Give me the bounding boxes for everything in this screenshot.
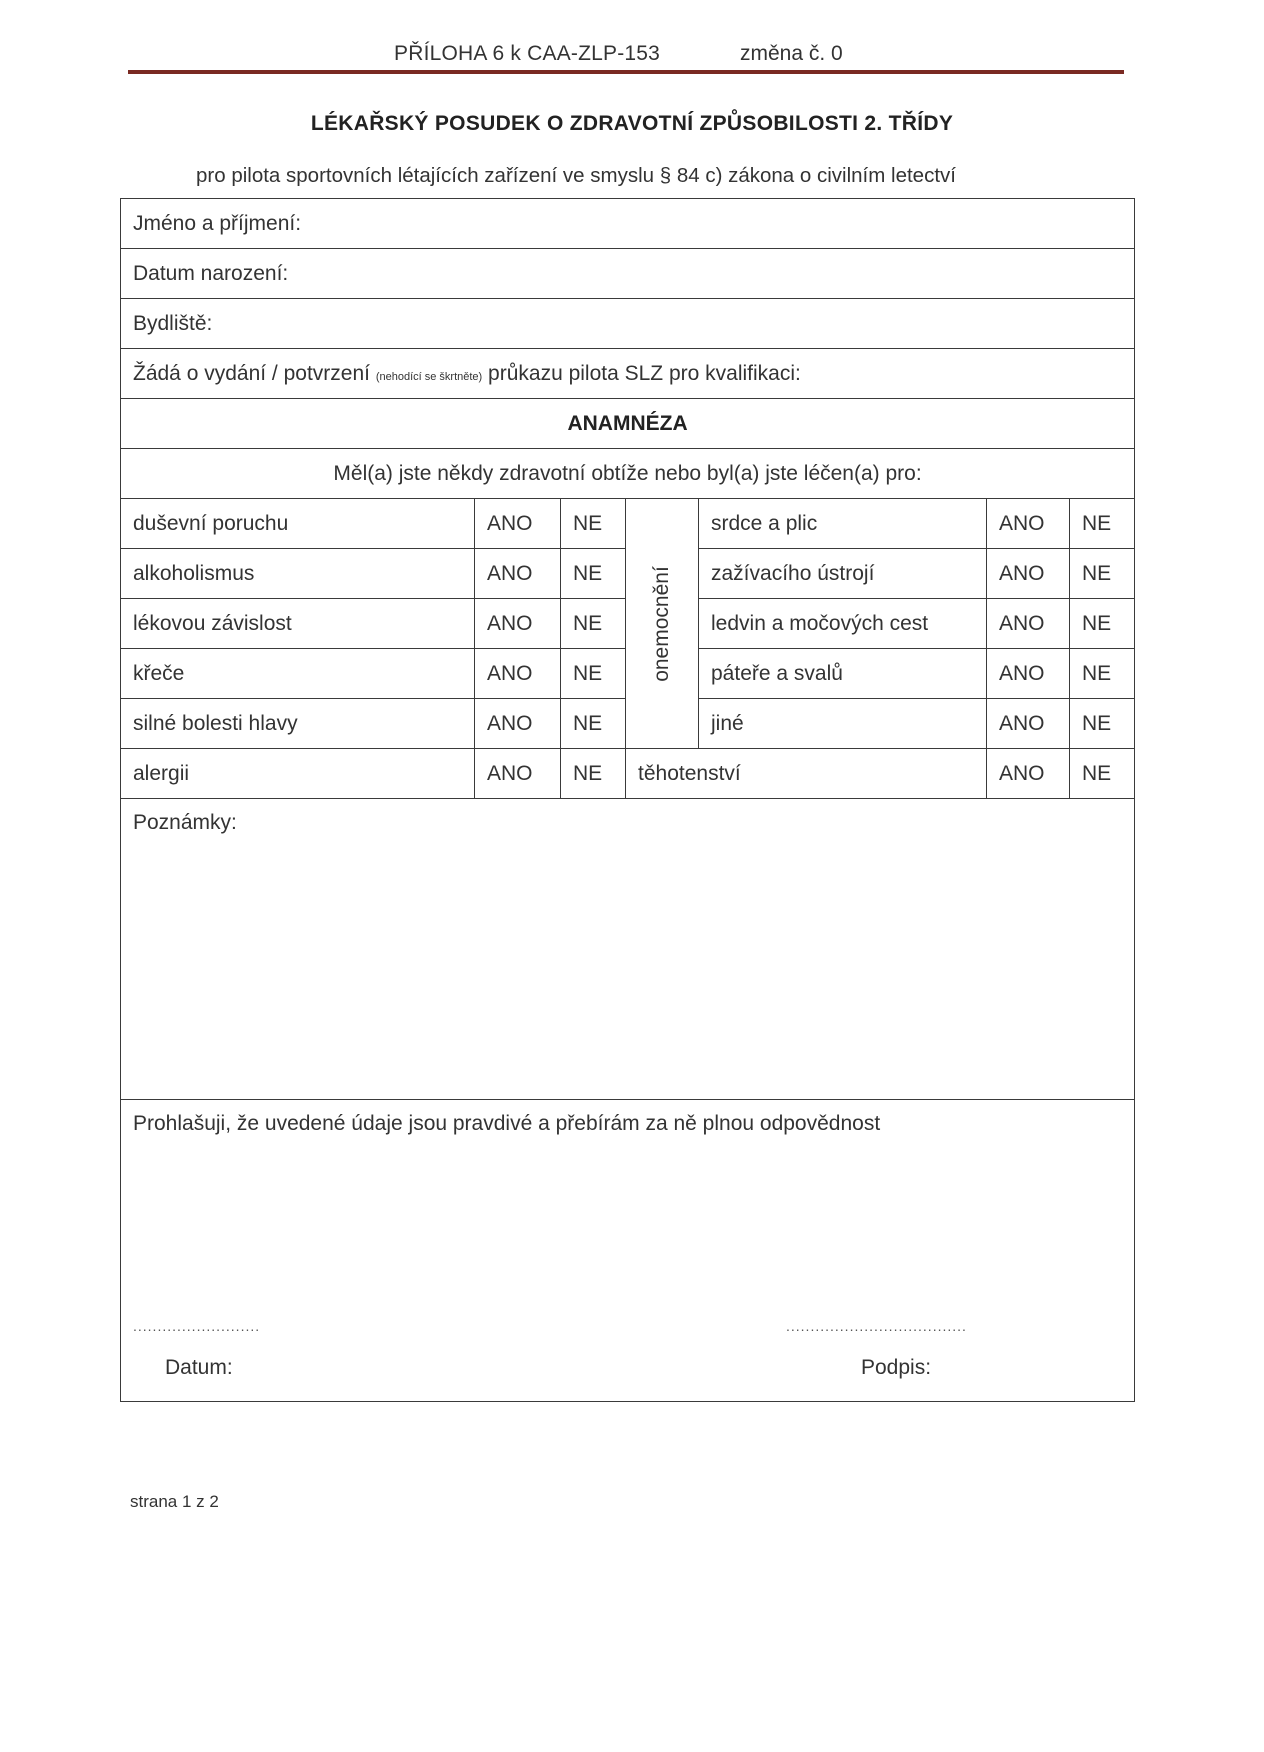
annex-reference: PŘÍLOHA 6 k CAA-ZLP-153 — [394, 42, 661, 65]
yes-option[interactable]: ANO — [475, 749, 561, 799]
request-field[interactable] — [121, 349, 1135, 399]
anamnesis-question: Měl(a) jste někdy zdravotní obtíže nebo byl(a) jste léčen(a) pro: — [121, 449, 1135, 499]
no-option[interactable]: NE — [1070, 649, 1135, 699]
address-row — [121, 299, 1135, 349]
condition-label: srdce a plic — [699, 499, 987, 549]
yes-option[interactable]: ANO — [475, 649, 561, 699]
declaration-box — [121, 1100, 1135, 1402]
yes-option[interactable]: ANO — [987, 499, 1070, 549]
address-field[interactable] — [121, 299, 1135, 349]
no-option[interactable]: NE — [561, 549, 626, 599]
no-option[interactable]: NE — [561, 749, 626, 799]
medical-form-table — [120, 198, 1135, 1402]
condition-label: zažívacího ústrojí — [699, 549, 987, 599]
yes-option[interactable]: ANO — [475, 599, 561, 649]
condition-label: alergii — [121, 749, 475, 799]
yes-option[interactable]: ANO — [475, 549, 561, 599]
no-option[interactable]: NE — [1070, 749, 1135, 799]
no-option[interactable]: NE — [1070, 599, 1135, 649]
signature-line[interactable]: ..................................... — [786, 1318, 967, 1334]
date-line[interactable]: .......................... — [133, 1318, 261, 1334]
declaration-row — [121, 1100, 1135, 1402]
disease-group-label: onemocnění — [650, 565, 673, 682]
condition-label: duševní poruchu — [121, 499, 475, 549]
yes-option[interactable]: ANO — [987, 549, 1070, 599]
notes-label: Poznámky: — [133, 811, 237, 834]
anamnesis-heading: ANAMNÉZA — [121, 399, 1135, 449]
no-option[interactable]: NE — [1070, 699, 1135, 749]
notes-row — [121, 799, 1135, 1100]
condition-label: alkoholismus — [121, 549, 475, 599]
yes-option[interactable]: ANO — [987, 599, 1070, 649]
no-option[interactable]: NE — [561, 499, 626, 549]
request-note: (nehodící se škrtněte) — [375, 370, 483, 383]
address-label: Bydliště: — [133, 311, 213, 335]
declaration-text: Prohlašuji, že uvedené údaje jsou pravdivé a přebírám za ně plnou odpovědnost — [133, 1112, 881, 1135]
yes-option[interactable]: ANO — [475, 699, 561, 749]
request-row — [121, 349, 1135, 399]
anamnesis-row — [121, 499, 1135, 549]
condition-label: křeče — [121, 649, 475, 699]
condition-label: silné bolesti hlavy — [121, 699, 475, 749]
disease-group-cell — [626, 499, 699, 749]
document-subtitle: pro pilota sportovních létajících zařízení ve smyslu § 84 c) zákona o civilním letectví — [196, 164, 956, 187]
notes-field[interactable] — [121, 799, 1135, 1100]
no-option[interactable]: NE — [561, 649, 626, 699]
name-field[interactable] — [121, 199, 1135, 249]
yes-option[interactable]: ANO — [987, 699, 1070, 749]
yes-option[interactable]: ANO — [987, 749, 1070, 799]
page-number: strana 1 z 2 — [130, 1492, 219, 1511]
request-label-end: průkazu pilota SLZ pro kvalifikaci: — [482, 361, 801, 385]
condition-label: ledvin a močových cest — [699, 599, 987, 649]
no-option[interactable]: NE — [1070, 499, 1135, 549]
anamnesis-row — [121, 749, 1135, 799]
date-label: Datum: — [165, 1356, 233, 1379]
birth-row — [121, 249, 1135, 299]
yes-option[interactable]: ANO — [475, 499, 561, 549]
request-label-start: Žádá o vydání / potvrzení — [133, 361, 376, 385]
condition-label: jiné — [699, 699, 987, 749]
anamnesis-question-row — [121, 449, 1135, 499]
birth-date-field[interactable] — [121, 249, 1135, 299]
condition-label: páteře a svalů — [699, 649, 987, 699]
yes-option[interactable]: ANO — [987, 649, 1070, 699]
signature-label: Podpis: — [861, 1356, 932, 1379]
anamnesis-heading-row — [121, 399, 1135, 449]
condition-label: lékovou závislost — [121, 599, 475, 649]
no-option[interactable]: NE — [561, 599, 626, 649]
no-option[interactable]: NE — [1070, 549, 1135, 599]
no-option[interactable]: NE — [561, 699, 626, 749]
birth-date-label: Datum narození: — [133, 261, 289, 285]
name-label: Jméno a příjmení: — [133, 211, 302, 235]
document-title: LÉKAŘSKÝ POSUDEK O ZDRAVOTNÍ ZPŮSOBILOSTI 2. TŘÍDY — [310, 112, 954, 135]
page-header — [0, 38, 1264, 72]
name-row — [121, 199, 1135, 249]
pregnancy-label: těhotenství — [626, 749, 987, 799]
header-divider — [128, 70, 1124, 74]
revision-number: změna č. 0 — [740, 42, 843, 65]
